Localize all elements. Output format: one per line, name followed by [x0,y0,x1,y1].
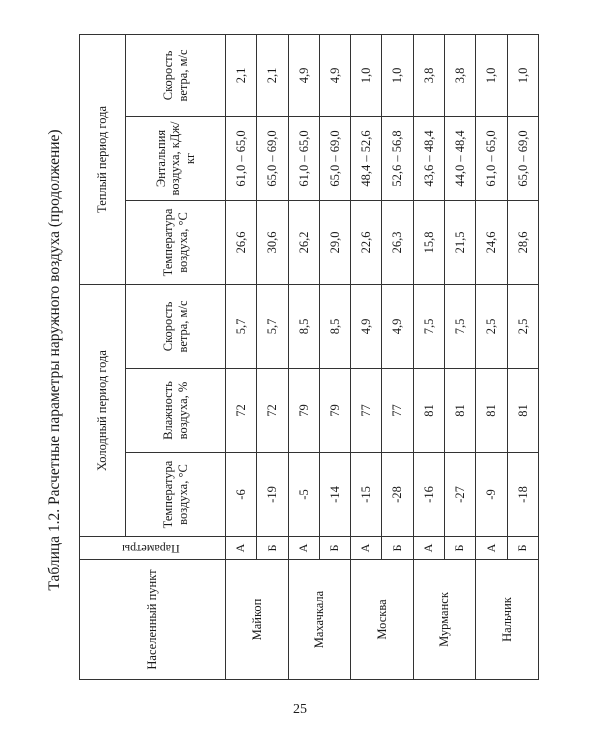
cold-humidity-cell: 77 [382,369,413,453]
cold-temperature-cell: -19 [257,453,288,537]
warm-enthalpy-cell: 48,4 – 52,6 [351,116,382,200]
param-cell: Б [382,537,413,560]
warm-temperature-cell: 28,6 [507,200,538,284]
header-cold-temperature: Температура воздуха, °С [126,453,226,537]
cold-humidity-cell: 72 [226,369,257,453]
header-cold-period: Холодный период года [80,284,126,536]
param-cell: А [288,537,319,560]
cold-humidity-cell: 81 [476,369,507,453]
warm-temperature-cell: 26,3 [382,200,413,284]
warm-wind-speed-cell: 1,0 [476,34,507,116]
cold-humidity-cell: 79 [288,369,319,453]
header-city: Населенный пункт [80,560,226,680]
cold-temperature-cell: -28 [382,453,413,537]
warm-temperature-cell: 26,6 [226,200,257,284]
warm-temperature-cell: 15,8 [413,200,444,284]
cold-wind-speed-cell: 5,7 [226,284,257,368]
cold-wind-speed-cell: 4,9 [351,284,382,368]
cold-humidity-cell: 79 [319,369,350,453]
cold-wind-speed-cell: 8,5 [288,284,319,368]
header-warm-wind-speed: Скорость ветра, м/с [126,34,226,116]
cold-temperature-cell: -27 [445,453,476,537]
param-cell: А [413,537,444,560]
warm-temperature-cell: 30,6 [257,200,288,284]
param-cell: Б [507,537,538,560]
cold-temperature-cell: -5 [288,453,319,537]
header-cold-wind-speed: Скорость ветра, м/с [126,284,226,368]
outdoor-air-parameters-table [79,34,539,680]
cold-temperature-cell: -14 [319,453,350,537]
warm-enthalpy-cell: 52,6 – 56,8 [382,116,413,200]
table-row [351,34,382,679]
warm-wind-speed-cell: 2,1 [226,34,257,116]
warm-temperature-cell: 26,2 [288,200,319,284]
warm-wind-speed-cell: 3,8 [445,34,476,116]
cold-temperature-cell: -15 [351,453,382,537]
cold-humidity-cell: 81 [413,369,444,453]
warm-wind-speed-cell: 4,9 [319,34,350,116]
warm-enthalpy-cell: 65,0 – 69,0 [257,116,288,200]
warm-enthalpy-cell: 65,0 – 69,0 [319,116,350,200]
warm-wind-speed-cell: 2,1 [257,34,288,116]
city-cell: Нальчик [476,560,539,680]
table-row [288,34,319,679]
table-caption: Таблица 1.2. Расчетные параметры наружного воздуха (продолжение) [46,129,63,591]
city-cell: Майкоп [226,560,289,680]
cold-temperature-cell: -6 [226,453,257,537]
cold-humidity-cell: 81 [507,369,538,453]
cold-wind-speed-cell: 7,5 [413,284,444,368]
header-warm-enthalpy: Энтальпия воздуха, кДж/кг [126,116,226,200]
param-cell: Б [445,537,476,560]
page-number: 25 [293,702,307,717]
warm-wind-speed-cell: 1,0 [351,34,382,116]
warm-temperature-cell: 29,0 [319,200,350,284]
header-warm-temperature: Температура воздуха, °С [126,200,226,284]
rotated-page-content [37,30,567,690]
city-cell: Москва [351,560,414,680]
warm-temperature-cell: 21,5 [445,200,476,284]
warm-temperature-cell: 22,6 [351,200,382,284]
warm-enthalpy-cell: 61,0 – 65,0 [476,116,507,200]
cold-temperature-cell: -18 [507,453,538,537]
warm-wind-speed-cell: 1,0 [507,34,538,116]
header-warm-period: Теплый период года [80,34,126,284]
cold-temperature-cell: -9 [476,453,507,537]
cold-wind-speed-cell: 5,7 [257,284,288,368]
warm-enthalpy-cell: 61,0 – 65,0 [288,116,319,200]
param-cell: А [226,537,257,560]
table-body [226,34,539,679]
param-cell: А [351,537,382,560]
header-params [80,537,226,560]
city-cell: Махачкала [288,560,351,680]
param-cell: А [476,537,507,560]
cold-wind-speed-cell: 2,5 [507,284,538,368]
cold-humidity-cell: 77 [351,369,382,453]
warm-wind-speed-cell: 1,0 [382,34,413,116]
cold-humidity-cell: 72 [257,369,288,453]
header-cold-humidity: Влажность воздуха, % [126,369,226,453]
param-cell: Б [257,537,288,560]
cold-temperature-cell: -16 [413,453,444,537]
cold-wind-speed-cell: 8,5 [319,284,350,368]
warm-enthalpy-cell: 43,6 – 48,4 [413,116,444,200]
city-cell: Мурманск [413,560,476,680]
warm-enthalpy-cell: 65,0 – 69,0 [507,116,538,200]
cold-wind-speed-cell: 7,5 [445,284,476,368]
warm-enthalpy-cell: 44,0 – 48,4 [445,116,476,200]
warm-enthalpy-cell: 61,0 – 65,0 [226,116,257,200]
table-row [413,34,444,679]
warm-wind-speed-cell: 4,9 [288,34,319,116]
cold-wind-speed-cell: 2,5 [476,284,507,368]
param-cell: Б [319,537,350,560]
warm-wind-speed-cell: 3,8 [413,34,444,116]
cold-humidity-cell: 81 [445,369,476,453]
warm-temperature-cell: 24,6 [476,200,507,284]
header-params-label: Параметры [121,541,180,556]
table-row [476,34,507,679]
cold-wind-speed-cell: 4,9 [382,284,413,368]
table-row [226,34,257,679]
